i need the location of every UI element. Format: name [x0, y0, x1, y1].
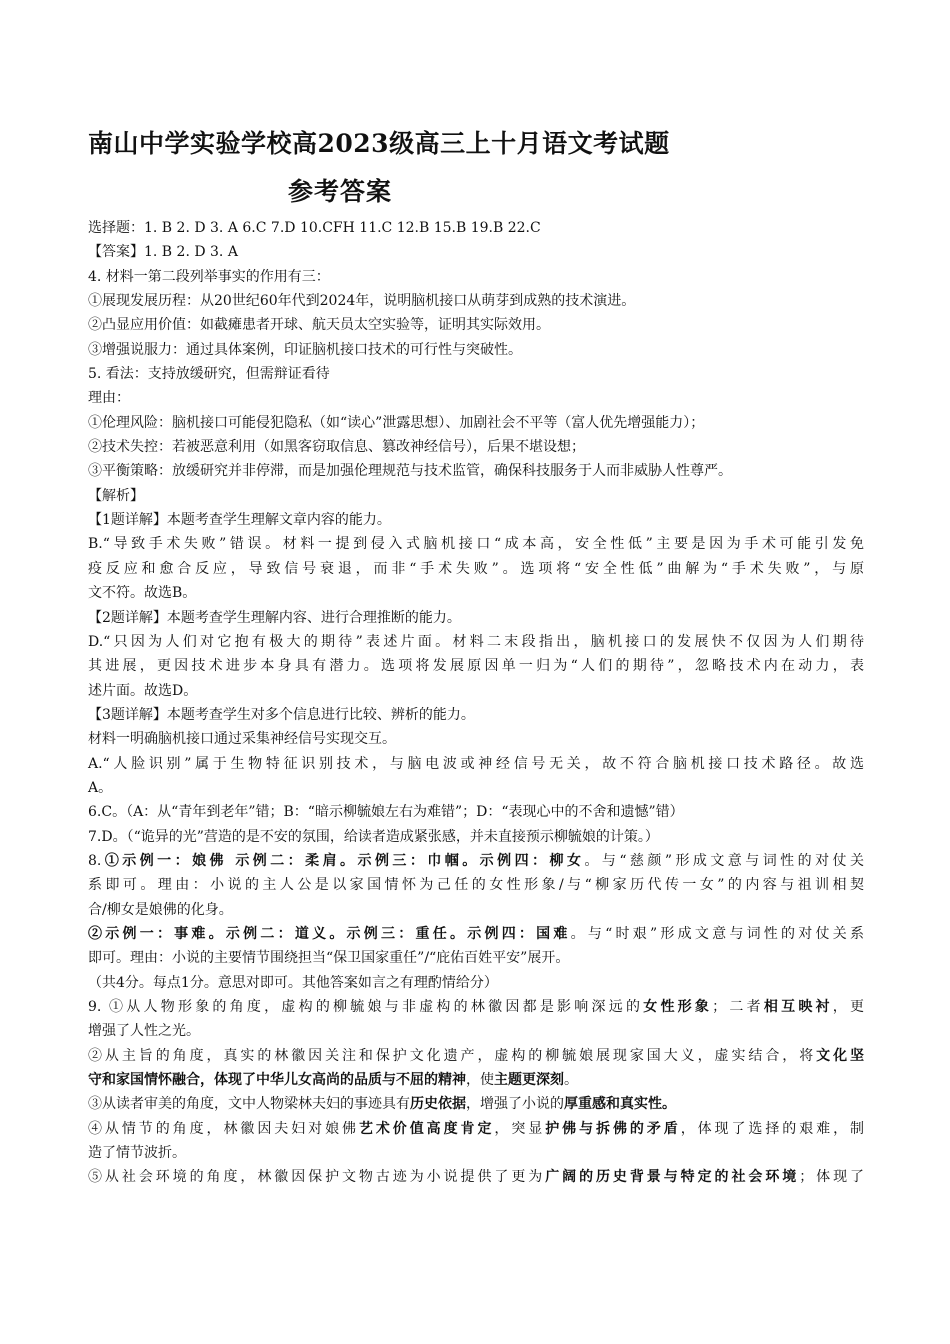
- text-line: 系即可。理由：小说的主人公是以家国情怀为己任的女性形象/与“柳家历代传一女”的内容与祖训相契: [88, 877, 864, 894]
- bold-text-span: ①示例一：娘佛 示例二：柔肩。示例三：巾帼。示例四：柳女: [101, 852, 585, 869]
- bold-text-span: 厚重感和真实性。: [564, 1096, 676, 1113]
- text-span: ⑤从社会环境的角度，林徽因保护文物古迹为小说提供了更为: [88, 1169, 546, 1186]
- bold-text-span: ②示例一：事难。示例二：道义。示例三：重任。示例四：国难: [88, 925, 571, 942]
- text-span: 9. ①从人物形象的角度，虚构的柳毓娘与非虚构的林徽因都是影响深远的: [88, 999, 644, 1015]
- text-line: ③增强说服力：通过具体案例，印证脑机接口技术的可行性与突破性。: [88, 341, 522, 358]
- text-line: [88, 1092, 864, 1116]
- bold-text-span: 护佛与拆佛的矛盾: [545, 1120, 681, 1137]
- text-span: ；二者: [712, 999, 764, 1015]
- bold-text-span: 艺术价值高度肯定: [358, 1120, 495, 1137]
- text-line: ②技术失控：若被恶意利用（如黑客窃取信息、篡改神经信号），后果不堪设想；: [88, 439, 585, 456]
- text-span: ②从主旨的角度，真实的林徽因关注和保护文化遗产，虚构的柳毓娘展现家国大义，虚实结合，将: [88, 1047, 817, 1064]
- bold-text-span: 相互映衬: [763, 999, 833, 1015]
- text-line: 理由：: [88, 390, 130, 407]
- text-line: 选择题：1. B 2. D 3. A 6.C 7.D 10.CFH 11.C 12.B 15.B 19.B 22.C: [88, 220, 541, 236]
- text-span: ，体现了选择的艰难，制: [680, 1120, 865, 1137]
- text-line: 7.D。（“诡异的光”营造的是不安的氛围，给读者造成紧张感，并未直接预示柳毓娘的计策。）: [88, 828, 659, 845]
- bold-text-span: 文化坚: [816, 1047, 865, 1064]
- text-span: ，使: [466, 1072, 494, 1089]
- text-line: ③平衡策略：放缓研究并非停滞，而是加强伦理规范与技术监管，确保科技服务于人而非威胁人性尊严。: [88, 463, 732, 480]
- text-span: ④从情节的角度，林徽因夫妇对娘佛: [88, 1120, 359, 1137]
- bold-text-span: 历史依据: [410, 1096, 466, 1113]
- text-line: （共4分。每点1分。意思对即可。其他答案如言之有理酌情给分）: [88, 974, 498, 991]
- text-line: D.“只因为人们对它抱有极大的期待”表述片面。材料二末段指出，脑机接口的发展快不仅因为人们期待: [88, 633, 864, 650]
- text-line: [88, 1068, 864, 1092]
- text-line: [88, 922, 864, 946]
- text-line: 合/柳女是娘佛的化身。: [88, 901, 233, 918]
- text-line: 述片面。故选D。: [88, 682, 198, 699]
- text-line: [88, 849, 864, 873]
- text-line: ①展现发展历程：从20世纪60年代到2024年，说明脑机接口从萌芽到成熟的技术演进。: [88, 293, 636, 310]
- text-line: 【3题详解】本题考查学生对多个信息进行比较、辨析的能力。: [88, 706, 475, 723]
- text-line: ②凸显应用价值：如截瘫患者开球、航天员太空实验等，证明其实际效用。: [88, 317, 550, 334]
- answer-body: [88, 216, 864, 1190]
- bold-text-span: 主题更深刻: [494, 1072, 564, 1089]
- text-line: A.“人脸识别”属于生物特征识别技术，与脑电波或神经信号无关，故不符合脑机接口技术路径。故选: [88, 755, 864, 772]
- bold-text-span: 守和家国情怀融合，体现了中华儿女高尚的品质与不屈的精神: [88, 1072, 466, 1089]
- text-span: ，突显: [494, 1120, 546, 1137]
- text-line: B.“导致手术失败”错误。材料一提到侵入式脑机接口“成本高，安全性低”主要是因为手术可能引发免: [88, 536, 864, 553]
- text-line: 4. 材料一第二段列举事实的作用有三：: [88, 268, 330, 285]
- text-line: 造了情节波折。: [88, 1145, 186, 1162]
- document-title: 南山中学实验学校高2023级高三上十月语文考试题: [88, 129, 670, 158]
- text-line: 疫反应和愈合反应，导致信号衰退，而非“手术失败”。选项将“安全性低”曲解为“手术失败”，与原: [88, 560, 864, 577]
- bold-text-span: 女性形象: [643, 999, 713, 1015]
- text-span: 。与“慈颜”形成文意与词性的对仗关: [584, 852, 864, 869]
- text-line: 5. 看法：支持放缓研究，但需辩证看待: [88, 366, 330, 383]
- text-line: [88, 1165, 864, 1189]
- text-span: ，更: [832, 999, 865, 1015]
- text-line: ①伦理风险：脑机接口可能侵犯隐私（如“读心”泄露思想）、加剧社会不平等（富人优先增强能力）；: [88, 414, 705, 431]
- text-span: 8.: [88, 852, 102, 869]
- text-line: 其进展，更因技术进步本身具有潜力。选项将发展原因单一归为“人们的期待”，忽略技术内在动力，表: [88, 658, 864, 675]
- text-line: 【2题详解】本题考查学生理解内容、进行合理推断的能力。: [88, 609, 461, 626]
- text-line: 文不符。故选B。: [88, 585, 197, 602]
- text-line: A。: [88, 779, 113, 796]
- text-line: 6.C。（A：从“青年到老年”错；B：“暗示柳毓娘左右为难错”；D：“表现心中的不舍和遗憾”错）: [88, 804, 684, 821]
- text-span: ；体现了: [799, 1169, 865, 1186]
- text-line: [88, 995, 864, 1019]
- text-span: ③从读者审美的角度，文中人物梁林夫妇的事迹具有: [88, 1096, 410, 1113]
- text-line: [88, 1044, 864, 1068]
- text-line: 材料一明确脑机接口通过采集神经信号实现交互。: [88, 731, 396, 748]
- text-line: [88, 1117, 864, 1141]
- text-span: ，增强了小说的: [466, 1096, 564, 1113]
- bold-text-span: 广阔的历史背景与特定的社会环境: [545, 1169, 800, 1186]
- document-subtitle: 参考答案: [288, 177, 393, 206]
- text-line: 【解析】: [88, 487, 144, 504]
- text-span: 。与“时艰”形成文意与词性的对仗关系: [570, 925, 864, 942]
- text-line: 增强了人性之光。: [88, 1023, 200, 1040]
- text-line: 即可。理由：小说的主要情节围绕担当“保卫国家重任”/“庇佑百姓平安”展开。: [88, 950, 570, 967]
- text-line: 【1题详解】本题考查学生理解文章内容的能力。: [88, 512, 391, 529]
- text-span: 。: [564, 1072, 578, 1089]
- text-line: 【答案】1. B 2. D 3. A: [88, 244, 238, 261]
